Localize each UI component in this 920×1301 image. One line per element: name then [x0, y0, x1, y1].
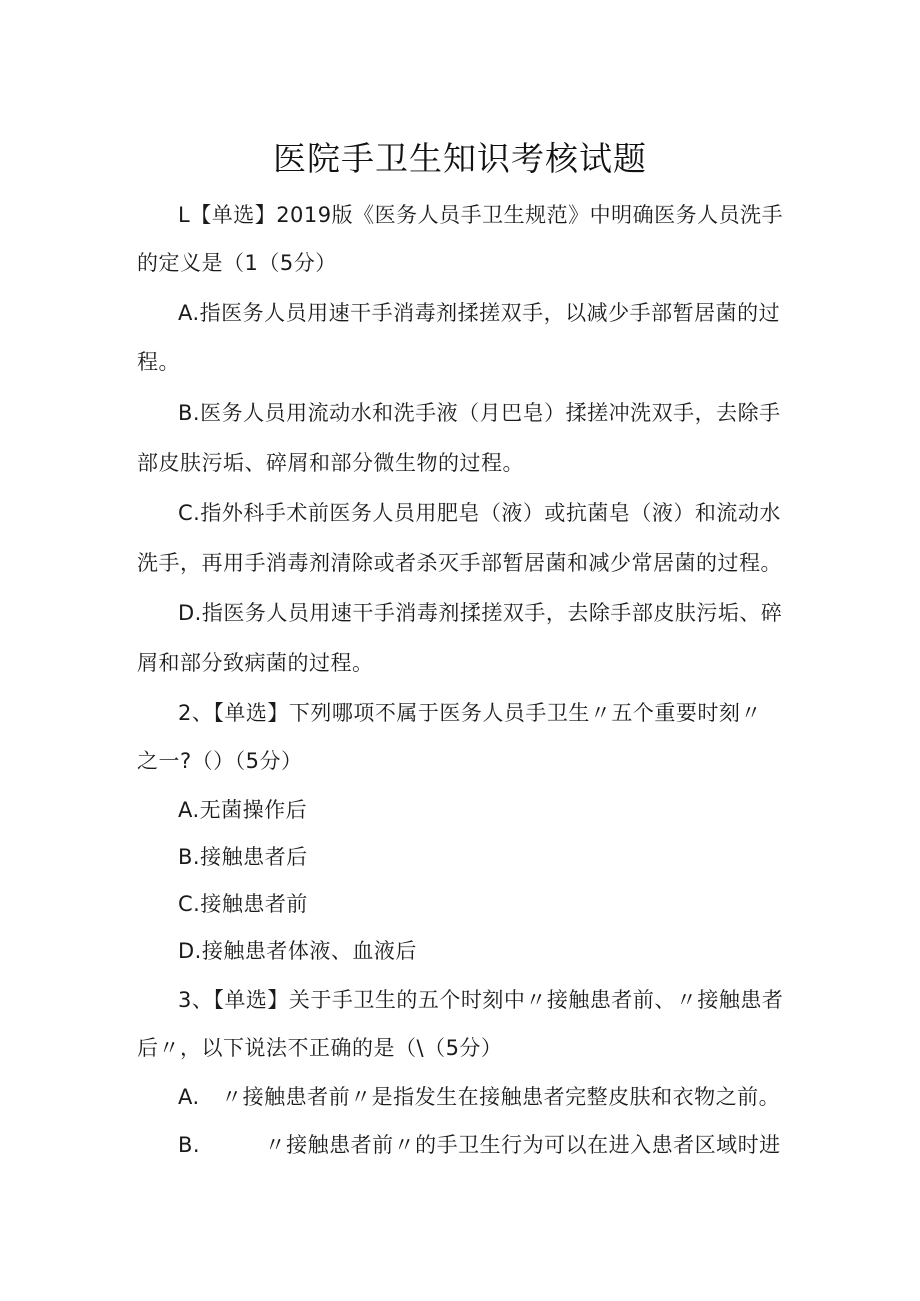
page-title: 医院手卫生知识考核试题	[273, 139, 647, 178]
q1-option-b: B.医务人员用流动水和洗手液（月巴皂）揉搓冲洗双手，去除手	[178, 401, 781, 425]
q3-option-b: B. 〃接触患者前〃的手卫生行为可以在进入患者区域时进	[178, 1133, 781, 1157]
q1-option-c: C.指外科手术前医务人员用肥皂（液）或抗菌皂（液）和流动水	[178, 501, 781, 525]
q3-option-a: A. 〃接触患者前〃是指发生在接触患者完整皮肤和衣物之前。	[178, 1085, 781, 1109]
question-3-stem: 3、【单选】关于手卫生的五个时刻中〃接触患者前、〃接触患者	[178, 988, 784, 1012]
q1-option-d-cont: 屑和部分致病菌的过程。	[137, 651, 374, 675]
q1-option-d: D.指医务人员用速干手消毒剂揉搓双手，去除手部皮肤污垢、碎	[178, 601, 783, 625]
q1-option-a-cont: 程。	[137, 350, 180, 374]
question-2-stem-cont: 之一?（）（5分）	[137, 749, 303, 773]
q2-option-c: C.接触患者前	[178, 892, 308, 916]
q2-option-b: B.接触患者后	[178, 845, 308, 869]
q2-option-a: A.无菌操作后	[178, 798, 308, 822]
question-1-stem-cont: 的定义是（1（5分）	[137, 251, 337, 275]
question-1-stem: L【单选】2019版《医务人员手卫生规范》中明确医务人员洗手	[178, 203, 784, 227]
q1-option-a: A.指医务人员用速干手消毒剂揉搓双手，以减少手部暂居菌的过	[178, 301, 781, 325]
q1-option-c-cont: 洗手，再用手消毒剂清除或者杀灭手部暂居菌和减少常居菌的过程。	[137, 551, 782, 575]
question-2-stem: 2、【单选】下列哪项不属于医务人员手卫生〃五个重要时刻〃	[178, 701, 762, 725]
q2-option-d: D.接触患者体液、血液后	[178, 939, 417, 963]
q1-option-b-cont: 部皮肤污垢、碎屑和部分微生物的过程。	[137, 451, 524, 475]
question-3-stem-cont: 后〃，以下说法不正确的是（\（5分）	[137, 1036, 503, 1060]
